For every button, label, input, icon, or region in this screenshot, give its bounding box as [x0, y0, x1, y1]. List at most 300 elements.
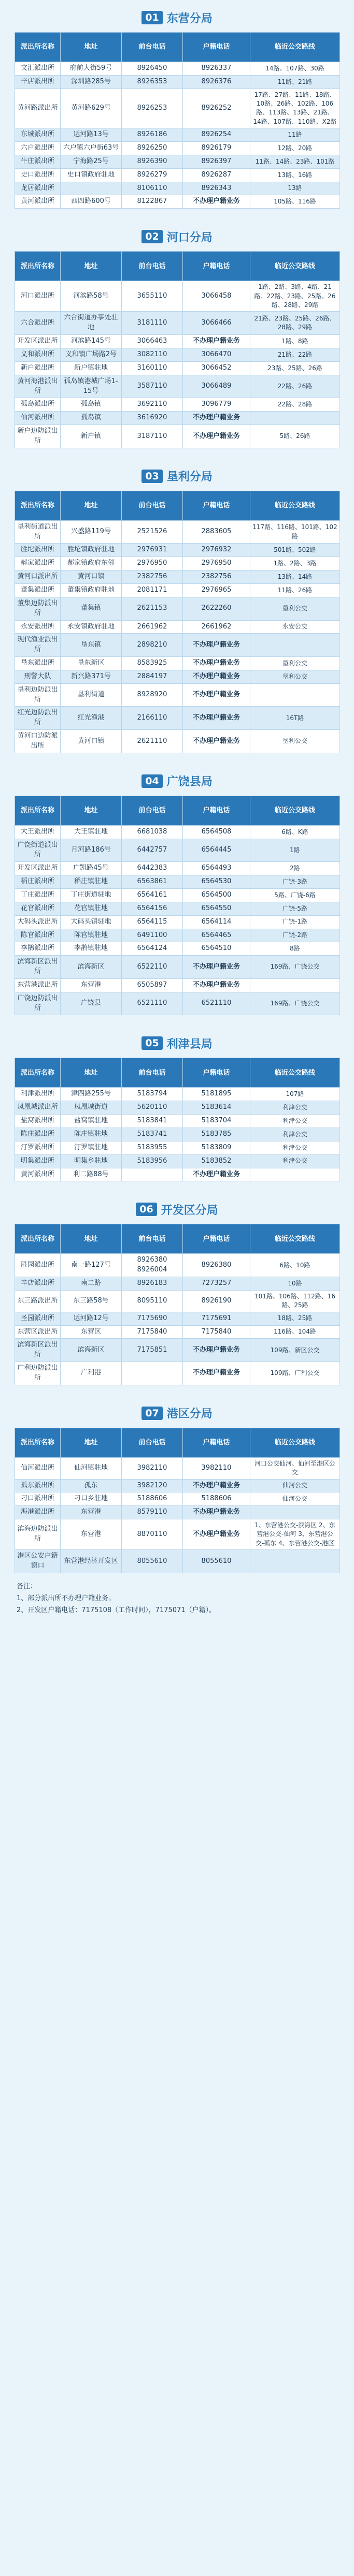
station-name: 滨海新区派出所: [15, 956, 61, 979]
front-desk-phone: 8106110: [122, 182, 183, 195]
address: 东营港: [61, 978, 122, 992]
address: 运河路13号: [61, 128, 122, 142]
bus-routes: 109路、新区公交: [250, 1339, 340, 1362]
table-row: [15, 155, 340, 168]
household-phone: 不办理户籍业务: [183, 412, 250, 425]
front-desk-phone: 8926250: [122, 142, 183, 155]
station-table: [15, 1058, 340, 1181]
bus-routes: 13路、14路: [250, 570, 340, 584]
column-header: 派出所名称: [15, 1224, 61, 1254]
station-name: 刁口派出所: [15, 1492, 61, 1506]
front-desk-phone: 7175840: [122, 1325, 183, 1339]
address: 义和镇广场路2号: [61, 348, 122, 362]
address: 明集乡驻地: [61, 1154, 122, 1168]
column-header: 临近公交路线: [250, 1428, 340, 1457]
table-row: [15, 875, 340, 889]
table-header-row: [15, 252, 340, 281]
table-row: [15, 281, 340, 312]
column-header: 临近公交路线: [250, 1058, 340, 1088]
household-phone: 7175840: [183, 1325, 250, 1339]
station-table: [15, 251, 340, 448]
station-name: 垦利边防派出所: [15, 683, 61, 707]
household-phone: 3066489: [183, 375, 250, 398]
front-desk-phone: 8926450: [122, 62, 183, 76]
bus-routes: 105路、116路: [250, 195, 340, 209]
bus-routes: 利津公交: [250, 1154, 340, 1168]
bus-routes: 11路: [250, 128, 340, 142]
column-header: 临近公交路线: [250, 1224, 340, 1254]
household-phone: 不办理户籍业务: [183, 335, 250, 348]
front-desk-phone: 2976950: [122, 557, 183, 570]
address: 新户镇: [61, 425, 122, 448]
column-header: 地址: [61, 1058, 122, 1088]
section-number: 03: [141, 470, 162, 483]
station-name: 陈官派出所: [15, 929, 61, 942]
address: 广利港: [61, 1362, 122, 1385]
bus-routes: 107路: [250, 1088, 340, 1101]
bus-routes: 2路: [250, 862, 340, 875]
household-phone: 8055610: [183, 1550, 250, 1573]
section-header: [15, 1403, 339, 1424]
household-phone: 6564500: [183, 889, 250, 902]
bus-routes: 垦利公交: [250, 597, 340, 620]
table-row: [15, 862, 340, 875]
front-desk-phone: 3587110: [122, 375, 183, 398]
column-header: 地址: [61, 796, 122, 825]
station-name: 东三路派出所: [15, 1290, 61, 1312]
table-row: [15, 1277, 340, 1291]
address: 河滨路58号: [61, 281, 122, 312]
station-name: 明集派出所: [15, 1154, 61, 1168]
address: 花官镇驻地: [61, 902, 122, 915]
column-header: 户籍电话: [183, 33, 250, 62]
bus-routes: [250, 978, 340, 992]
front-desk-phone: 2166110: [122, 707, 183, 730]
bus-routes: 1路、2路、3路: [250, 557, 340, 570]
address: 深圳路285号: [61, 75, 122, 89]
address: 刁口乡驻地: [61, 1492, 122, 1506]
table-row: [15, 128, 340, 142]
column-header: 地址: [61, 1428, 122, 1457]
household-phone: 6564508: [183, 825, 250, 839]
table-row: [15, 942, 340, 956]
household-phone: 不办理户籍业务: [183, 425, 250, 448]
station-name: 东营区派出所: [15, 1325, 61, 1339]
front-desk-phone: 2898210: [122, 634, 183, 657]
station-name: 红光边防派出所: [15, 707, 61, 730]
bus-routes: 5路、广饶-6路: [250, 889, 340, 902]
front-desk-phone: 2382756: [122, 570, 183, 584]
front-desk-phone: 6564161: [122, 889, 183, 902]
table-row: [15, 1290, 340, 1312]
front-desk-phone: 6442757: [122, 839, 183, 862]
table-header-row: [15, 1428, 340, 1457]
column-header: 户籍电话: [183, 1428, 250, 1457]
table-row: [15, 412, 340, 425]
table-row: [15, 730, 340, 753]
station-name: 广饶街道派出所: [15, 839, 61, 862]
household-phone: 2622260: [183, 597, 250, 620]
household-phone: 3982110: [183, 1457, 250, 1479]
station-name: 稻庄派出所: [15, 875, 61, 889]
section-title: 广饶县局: [166, 775, 213, 789]
bus-routes: 广饶-5路: [250, 902, 340, 915]
station-name: 文汇派出所: [15, 62, 61, 76]
section-title: 东营分局: [166, 12, 213, 25]
station-name: 仙河派出所: [15, 412, 61, 425]
station-name: 黄河口边防派出所: [15, 730, 61, 753]
bus-routes: [250, 683, 340, 707]
household-phone: 不办理户籍业务: [183, 1339, 250, 1362]
bus-routes: 广饶-1路: [250, 915, 340, 929]
table-row: [15, 620, 340, 634]
household-phone: 不办理户籍业务: [183, 1362, 250, 1385]
column-header: 派出所名称: [15, 796, 61, 825]
station-table: [15, 32, 340, 209]
station-name: 大码头派出所: [15, 915, 61, 929]
household-phone: 8926287: [183, 168, 250, 182]
household-phone: 2382756: [183, 570, 250, 584]
household-phone: 3066470: [183, 348, 250, 362]
table-row: [15, 597, 340, 620]
table-header-row: [15, 33, 340, 62]
section-title: 垦利分局: [166, 471, 213, 484]
section-title: 港区分局: [166, 1408, 213, 1421]
address: 仙河镇驻地: [61, 1457, 122, 1479]
bus-routes: 1路、2路、3路、4路、21路、22路、23路、25路、26路、28路、29路: [250, 281, 340, 312]
column-header: 前台电话: [122, 33, 183, 62]
household-phone: 8926380: [183, 1254, 250, 1277]
address: 南一路127号: [61, 1254, 122, 1277]
station-name: 辛店派出所: [15, 1277, 61, 1291]
front-desk-phone: 8926353: [122, 75, 183, 89]
table-row: [15, 520, 340, 544]
bus-routes: [250, 634, 340, 657]
bus-routes: 6路、K路: [250, 825, 340, 839]
address: 东三路58号: [61, 1290, 122, 1312]
front-desk-phone: 6442383: [122, 862, 183, 875]
front-desk-phone: 6505897: [122, 978, 183, 992]
address: 东营区: [61, 1325, 122, 1339]
household-phone: 不办理户籍业务: [183, 978, 250, 992]
table-row: [15, 348, 340, 362]
address: 新兴路371号: [61, 670, 122, 683]
section-04: [15, 771, 339, 1016]
bus-routes: 21路、22路: [250, 348, 340, 362]
station-table: [15, 796, 340, 1016]
column-header: 前台电话: [122, 796, 183, 825]
station-name: 垦东派出所: [15, 657, 61, 670]
address: 陈庄镇驻地: [61, 1128, 122, 1141]
column-header: 前台电话: [122, 1428, 183, 1457]
bus-routes: 11路、14路、23路、101路: [250, 155, 340, 168]
station-name: 龙居派出所: [15, 182, 61, 195]
front-desk-phone: 5183741: [122, 1128, 183, 1141]
household-phone: 8926179: [183, 142, 250, 155]
station-name: 垦利街道派出所: [15, 520, 61, 544]
household-phone: 2883605: [183, 520, 250, 544]
section-header: [15, 1033, 339, 1053]
address: 黄河口镇: [61, 730, 122, 753]
station-name: 孤东派出所: [15, 1479, 61, 1492]
bus-routes: 13路、16路: [250, 168, 340, 182]
station-name: 广利边防派出所: [15, 1362, 61, 1385]
front-desk-phone: 8926279: [122, 168, 183, 182]
front-desk-phone: 8928920: [122, 683, 183, 707]
front-desk-phone: 2976931: [122, 544, 183, 557]
address: 黄河路629号: [61, 89, 122, 128]
bus-routes: 永安公交: [250, 620, 340, 634]
front-desk-phone: 6564156: [122, 902, 183, 915]
station-name: 花官派出所: [15, 902, 61, 915]
station-name: 牛庄派出所: [15, 155, 61, 168]
column-header: 临近公交路线: [250, 252, 340, 281]
table-row: [15, 312, 340, 335]
table-row: [15, 1519, 340, 1550]
front-desk-phone: 2081171: [122, 583, 183, 597]
station-table: [15, 1224, 340, 1385]
table-row: [15, 544, 340, 557]
address: 西四路600号: [61, 195, 122, 209]
household-phone: 5183809: [183, 1141, 250, 1154]
front-desk-phone: 8926253: [122, 89, 183, 128]
table-header-row: [15, 1224, 340, 1254]
address: 月河路186号: [61, 839, 122, 862]
address: 运河路12号: [61, 1312, 122, 1325]
front-desk-phone: 5183955: [122, 1141, 183, 1154]
address: 大码头镇驻地: [61, 915, 122, 929]
front-desk-phone: 8583925: [122, 657, 183, 670]
bus-routes: [250, 1506, 340, 1519]
bus-routes: 1路、8路: [250, 335, 340, 348]
station-name: 大王派出所: [15, 825, 61, 839]
station-name: 刑警大队: [15, 670, 61, 683]
front-desk-phone: 2521526: [122, 520, 183, 544]
bus-routes: 广饶-3路: [250, 875, 340, 889]
bus-routes: 1路: [250, 839, 340, 862]
station-name: 辛店派出所: [15, 75, 61, 89]
front-desk-phone: 6491100: [122, 929, 183, 942]
station-name: 滨海边防派出所: [15, 1519, 61, 1550]
station-name: 利津派出所: [15, 1088, 61, 1101]
table-row: [15, 1550, 340, 1573]
address: 黄河口镇: [61, 570, 122, 584]
station-name: 李鹊派出所: [15, 942, 61, 956]
front-desk-phone: 3181110: [122, 312, 183, 335]
table-row: [15, 1506, 340, 1519]
section-header: [15, 771, 339, 792]
table-row: [15, 1168, 340, 1181]
address: 汀罗镇驻地: [61, 1141, 122, 1154]
address: 稻庄镇驻地: [61, 875, 122, 889]
table-row: [15, 425, 340, 448]
front-desk-phone: 3982110: [122, 1457, 183, 1479]
bus-routes: 22路、28路: [250, 398, 340, 412]
table-header-row: [15, 1058, 340, 1088]
station-name: 仙河派出所: [15, 1457, 61, 1479]
bus-routes: 21路、23路、25路、26路、28路、29路: [250, 312, 340, 335]
household-phone: 不办理户籍业务: [183, 956, 250, 979]
front-desk-phone: 8926390: [122, 155, 183, 168]
front-desk-phone: 5188606: [122, 1492, 183, 1506]
section-number: 06: [136, 1203, 157, 1216]
station-name: 汀罗派出所: [15, 1141, 61, 1154]
bus-routes: 6路、10路: [250, 1254, 340, 1277]
household-phone: 8926376: [183, 75, 250, 89]
table-row: [15, 142, 340, 155]
table-row: [15, 992, 340, 1015]
section-06: [15, 1199, 339, 1385]
bus-routes: 18路、25路: [250, 1312, 340, 1325]
table-row: [15, 902, 340, 915]
station-name: 陈庄派出所: [15, 1128, 61, 1141]
bus-routes: 利津公交: [250, 1115, 340, 1128]
section-number: 05: [141, 1036, 162, 1050]
station-name: 现代渔业派出所: [15, 634, 61, 657]
table-row: [15, 670, 340, 683]
table-row: [15, 75, 340, 89]
column-header: 户籍电话: [183, 1224, 250, 1254]
table-row: [15, 1325, 340, 1339]
household-phone: 8926190: [183, 1290, 250, 1312]
front-desk-phone: 8579110: [122, 1506, 183, 1519]
front-desk-phone: 6681038: [122, 825, 183, 839]
column-header: 派出所名称: [15, 491, 61, 520]
section-title: 利津县局: [166, 1037, 213, 1051]
address: 六合街道办事处驻地: [61, 312, 122, 335]
column-header: 前台电话: [122, 1058, 183, 1088]
address: 红光渔港: [61, 707, 122, 730]
bus-routes: 11路、26路: [250, 583, 340, 597]
address: 垦利街道: [61, 683, 122, 707]
front-desk-phone: 7175851: [122, 1339, 183, 1362]
front-desk-phone: 5620110: [122, 1101, 183, 1115]
household-phone: 6521110: [183, 992, 250, 1015]
column-header: 地址: [61, 252, 122, 281]
bus-routes: 利津公交: [250, 1101, 340, 1115]
section-header: [15, 466, 339, 487]
column-header: 户籍电话: [183, 1058, 250, 1088]
household-phone: 2976932: [183, 544, 250, 557]
household-phone: 不办理户籍业务: [183, 707, 250, 730]
station-name: 六合派出所: [15, 312, 61, 335]
address: 垦东镇: [61, 634, 122, 657]
address: 兴盛路119号: [61, 520, 122, 544]
section-header: [15, 7, 339, 28]
address: 孤东: [61, 1479, 122, 1492]
household-phone: 不办理户籍业务: [183, 683, 250, 707]
table-row: [15, 1101, 340, 1115]
table-row: [15, 929, 340, 942]
table-row: [15, 825, 340, 839]
household-phone: 3066458: [183, 281, 250, 312]
front-desk-phone: 3066463: [122, 335, 183, 348]
station-name: 义和派出所: [15, 348, 61, 362]
address: 垦东新区: [61, 657, 122, 670]
bus-routes: 23路、25路、26路: [250, 361, 340, 375]
household-phone: 不办理户籍业务: [183, 1519, 250, 1550]
address: 广饶县: [61, 992, 122, 1015]
address: 南二路: [61, 1277, 122, 1291]
station-name: 胜坨派出所: [15, 544, 61, 557]
front-desk-phone: 8122867: [122, 195, 183, 209]
household-phone: 7273257: [183, 1277, 250, 1291]
bus-routes: [250, 1168, 340, 1181]
household-phone: 8926397: [183, 155, 250, 168]
household-phone: 6564465: [183, 929, 250, 942]
table-row: [15, 889, 340, 902]
table-row: [15, 361, 340, 375]
address: 滨海新区: [61, 956, 122, 979]
household-phone: 5183704: [183, 1115, 250, 1128]
table-row: [15, 375, 340, 398]
front-desk-phone: 5183794: [122, 1088, 183, 1101]
household-phone: 6564445: [183, 839, 250, 862]
address: 东营港经济开发区: [61, 1550, 122, 1573]
front-desk-phone: 3655110: [122, 281, 183, 312]
front-desk-phone: 6563861: [122, 875, 183, 889]
table-row: [15, 634, 340, 657]
bus-routes: 河口公交仙河、仙河至港区公交: [250, 1457, 340, 1479]
bus-routes: 501路、502路: [250, 544, 340, 557]
station-name: 黄河路派出所: [15, 89, 61, 128]
household-phone: 8926337: [183, 62, 250, 76]
station-name: 董集边防派出所: [15, 597, 61, 620]
table-row: [15, 1115, 340, 1128]
address: 李鹊镇驻地: [61, 942, 122, 956]
table-row: [15, 195, 340, 209]
front-desk-phone: 3616920: [122, 412, 183, 425]
household-phone: 8926343: [183, 182, 250, 195]
front-desk-phone: 3187110: [122, 425, 183, 448]
station-name: 海港派出所: [15, 1506, 61, 1519]
station-name: 圣园派出所: [15, 1312, 61, 1325]
station-name: 黄河口派出所: [15, 570, 61, 584]
address: 盐窝镇驻地: [61, 1115, 122, 1128]
household-phone: 2661962: [183, 620, 250, 634]
front-desk-phone: 6521110: [122, 992, 183, 1015]
address: 胜坨镇政府驻地: [61, 544, 122, 557]
bus-routes: 101路、106路、112路、16路、25路: [250, 1290, 340, 1312]
section-03: [15, 466, 339, 753]
address: 孤岛镇: [61, 412, 122, 425]
bus-routes: 垦利公交: [250, 730, 340, 753]
station-name: 黄河海港派出所: [15, 375, 61, 398]
front-desk-phone: 3160110: [122, 361, 183, 375]
address: 董集镇政府驻地: [61, 583, 122, 597]
column-header: 临近公交路线: [250, 491, 340, 520]
bus-routes: 117路、116路、101路、102路: [250, 520, 340, 544]
station-table: [15, 491, 340, 753]
front-desk-phone: 6564115: [122, 915, 183, 929]
table-row: [15, 1088, 340, 1101]
bus-routes: 5路、26路: [250, 425, 340, 448]
front-desk-phone: 8926380 8926004: [122, 1254, 183, 1277]
address: 凤凰城街道: [61, 1101, 122, 1115]
address: [61, 182, 122, 195]
bus-routes: 8路: [250, 942, 340, 956]
station-table: [15, 1428, 340, 1573]
column-header: 地址: [61, 1224, 122, 1254]
station-name: 黄河派出所: [15, 195, 61, 209]
station-name: 丁庄派出所: [15, 889, 61, 902]
front-desk-phone: 8870110: [122, 1519, 183, 1550]
section-number: 07: [141, 1407, 162, 1420]
address: 东营港: [61, 1519, 122, 1550]
column-header: 派出所名称: [15, 1058, 61, 1088]
bus-routes: 14路、107路、30路: [250, 62, 340, 76]
household-phone: 不办理户籍业务: [183, 195, 250, 209]
